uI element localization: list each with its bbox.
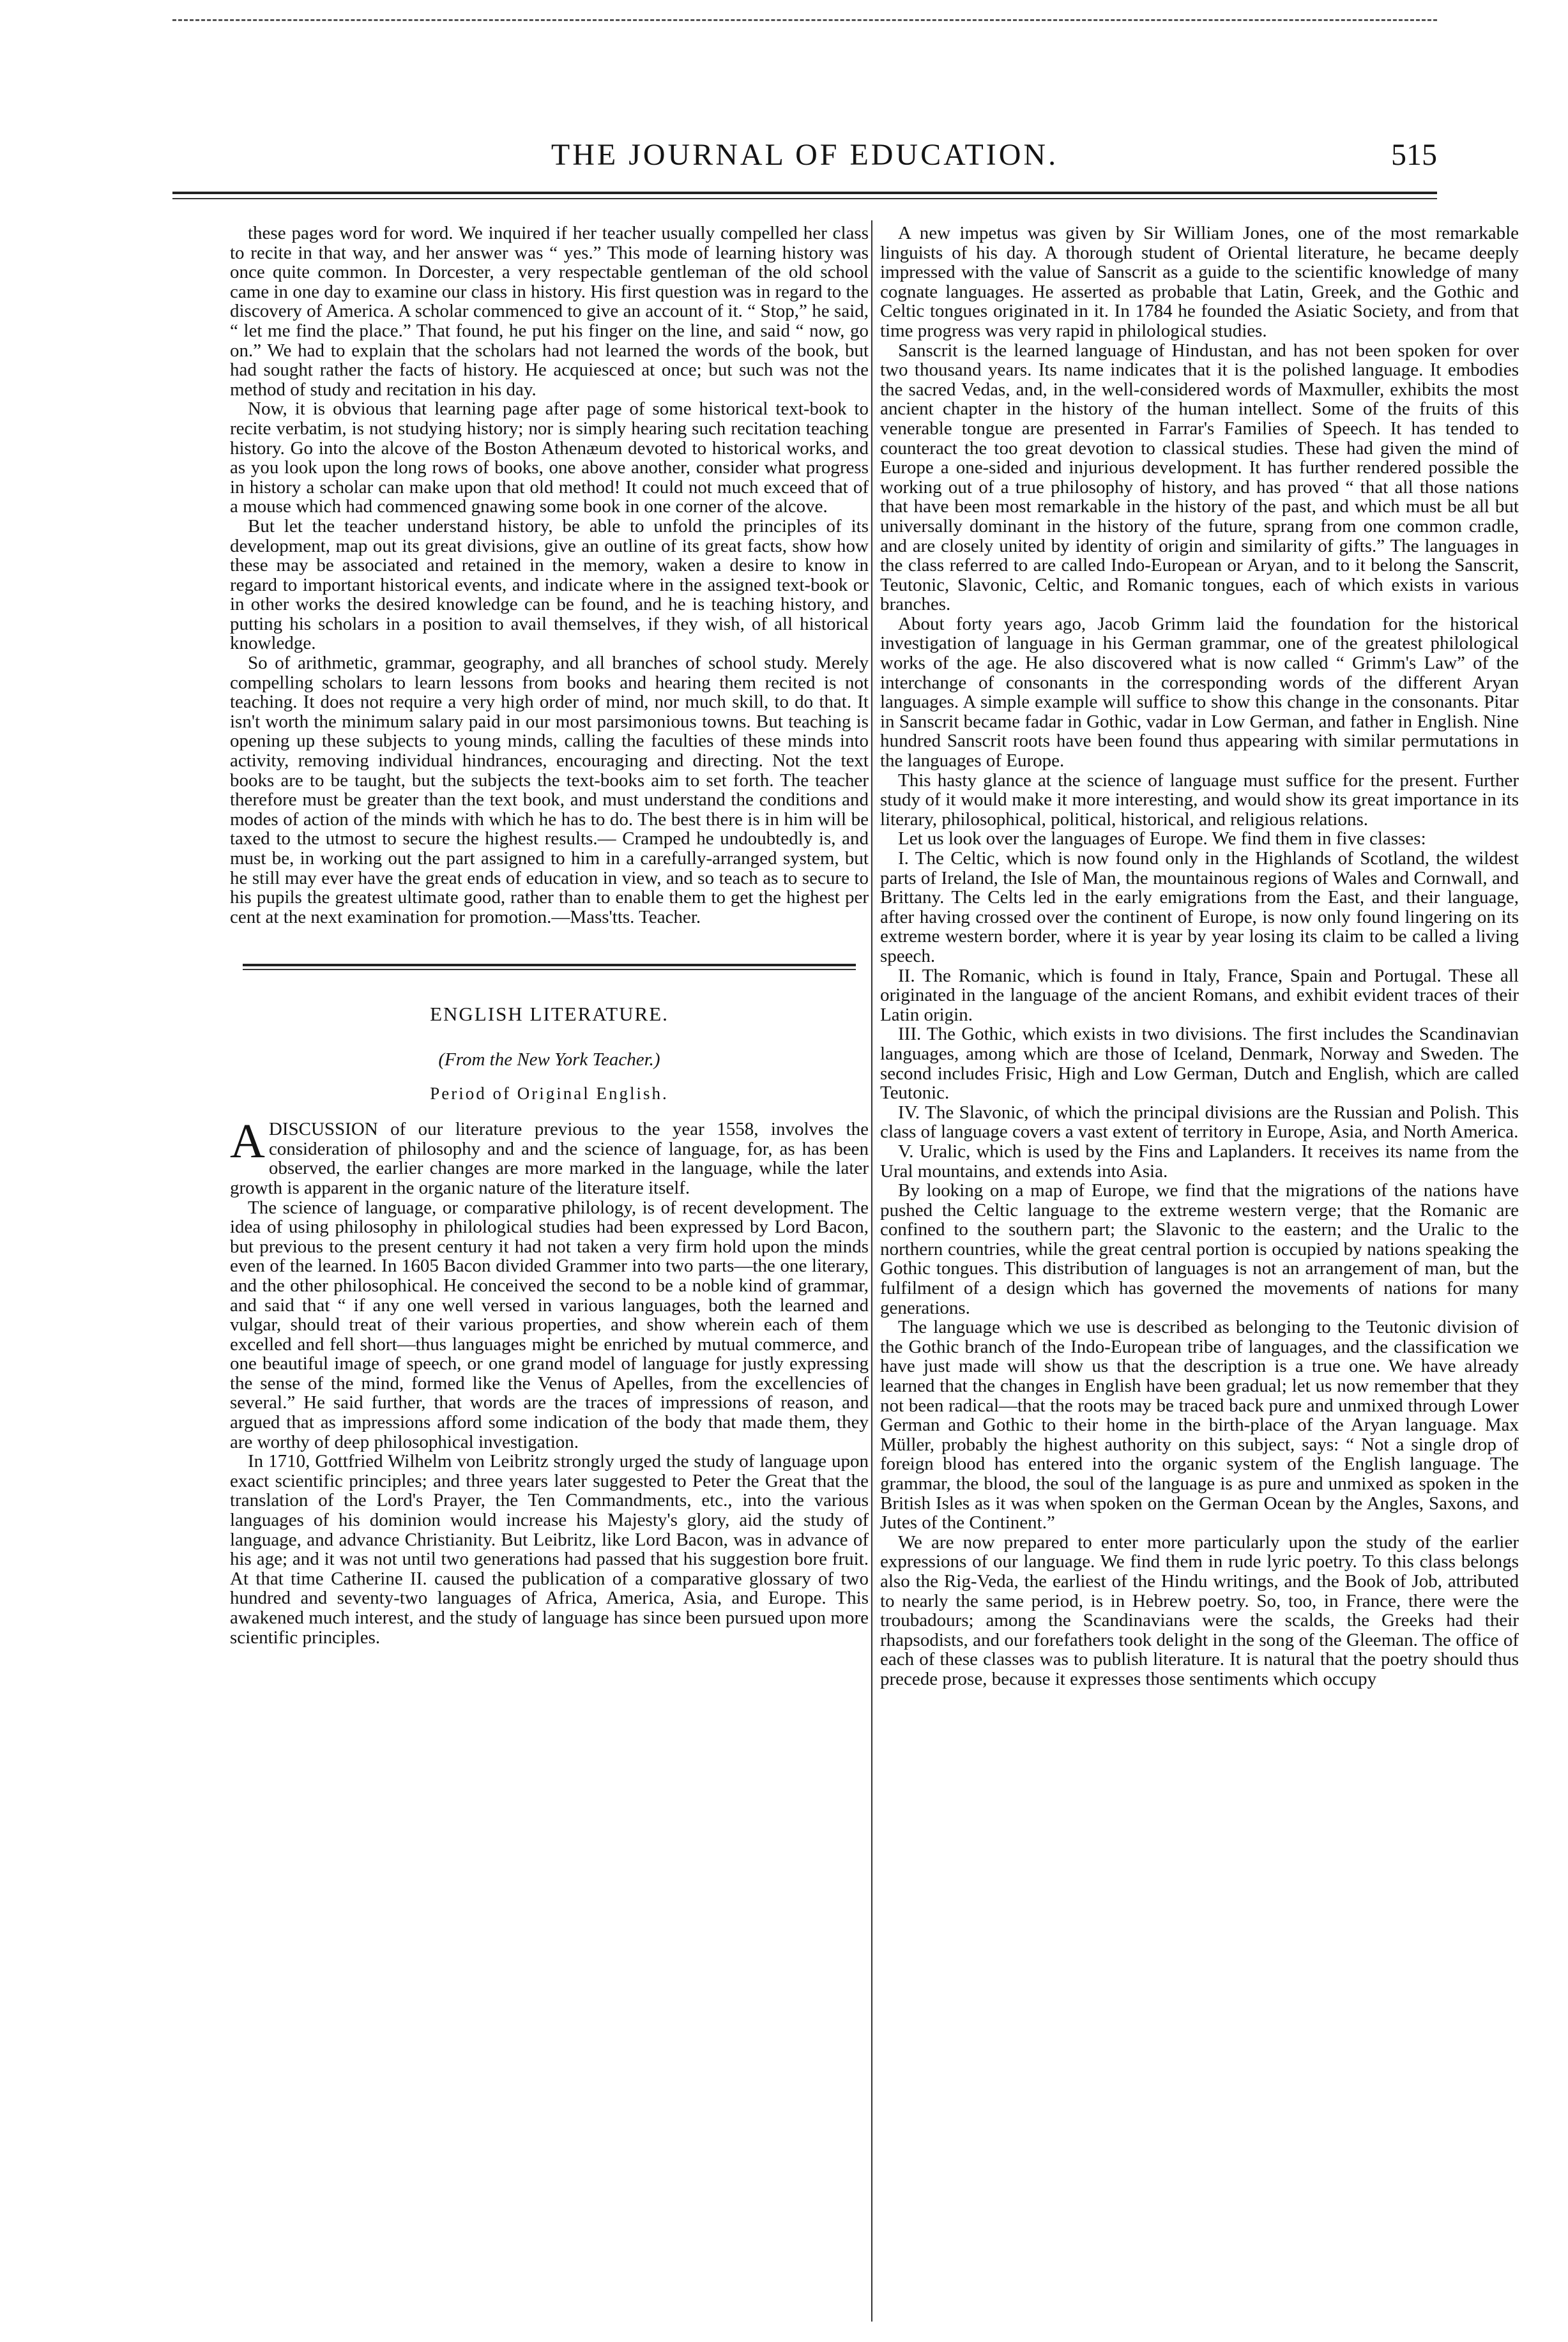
body-paragraph: In 1710, Gottfried Wilhelm von Leibritz strongly urged the study of language upon exact scientific principles; and three years later suggested to Peter the Great that the translation of the Lord's Prayer, the Ten Commandments, etc., into the various languages of his dominion would increase his Majesty's glory, aid the study of language, and advance Christianity. But Leibritz, like Lord Bacon, was in advance of his age; and it was not until two generations had passed that his suggestion bore fruit. At that time Catherine II. caused the publication of a comparative glossary of two hundred and seventy-two languages of Africa, America, Asia, and Europe. This awakened much interest, and the study of language has since been pursued upon more scientific principles. [230, 1451, 869, 1648]
header-rule-thin [172, 198, 1437, 199]
body-paragraph: II. The Romanic, which is found in Italy, France, Spain and Portugal. These all originated in the language of the ancient Romans, and exhibit evident traces of their Latin origin. [880, 965, 1519, 1025]
drop-cap: A [230, 1114, 265, 1169]
page-number: 515 [1391, 138, 1437, 172]
body-paragraph: III. The Gothic, which exists in two divisions. The first includes the Scandinavian languages, among which are those of Iceland, Denmark, Norway and Sweden. The second includes Frisic, High and Low German, Dutch and English, which are called Teutonic. [880, 1024, 1519, 1104]
article-source: (From the New York Teacher.) [438, 1049, 660, 1070]
right-column [880, 224, 1519, 2325]
body-paragraph: I. The Celtic, which is now found only in the Highlands of Scotland, the wildest parts of Ireland, the Isle of Man, the mountainous regions of Wales and Cornwall, and Brittany. The Celts led in the early emigrations from the East, and their language, after having crossed over the continent of Europe, is now only found lingering on its extreme western border, where it is year by year losing its claim to be called a living speech. [880, 848, 1519, 966]
body-paragraph: V. Uralic, which is used by the Fins and Laplanders. It receives its name from the Ural mountains, and extends into Asia. [880, 1141, 1519, 1182]
body-paragraph: A new impetus was given by Sir William Jones, one of the most remarkable linguists of his day. A thorough student of Oriental literature, he became deeply impressed with the value of Sanscrit as a guide to the scientific knowledge of many cognate languages. He asserted as probable that Latin, Greek, and the Gothic and Celtic tongues originated in it. In 1784 he founded the Asiatic Society, and from that time progress was very rapid in philological studies. [880, 223, 1519, 341]
section-separator [243, 964, 856, 966]
section-title: ENGLISH LITERATURE. [430, 1003, 669, 1026]
body-paragraph: This hasty glance at the science of language must suffice for the present. Further study of it would make it more interesting, and would show its great importance in its literary, philosophical, political, historical, and religious relations. [880, 770, 1519, 830]
lead-paragraph-text: DISCUSSION of our literature previous to the year 1558, involves the consideration of philosophy and and the science of language, for, as has been observed, the earlier changes are more marked in the language, while the later growth is apparent in the organic nature of the literature itself. [230, 1119, 869, 1198]
journal-title: THE JOURNAL OF EDUCATION. [551, 138, 1059, 172]
left-column [230, 224, 869, 2325]
column-divider [871, 220, 872, 2322]
body-paragraph: But let the teacher understand history, be able to unfold the principles of its development, map out its great divisions, give an outline of its great facts, show how these may be associated and retained in the memory, waken a desire to know in regard to important historical events, and indicate where in the assigned text-book or in other works the desired knowledge can be found, and he is teaching history, and putting his scholars in a position to avail themselves, if they wish, of all historical knowledge. [230, 515, 869, 654]
body-paragraph: By looking on a map of Europe, we find that the migrations of the nations have pushed the Celtic language to the extreme western verge; that the Romanic are confined to the southern part; the Slavonic to the eastern; and the Uralic to the northern countries, while the great central portion is occupied by nations speaking the Gothic tongues. This distribution of languages is not an arrangement of man, but the fulfilment of a design which has governed the movements of nations for many generations. [880, 1180, 1519, 1318]
page-header [172, 137, 1437, 182]
section-separator-thin [243, 969, 856, 970]
period-heading: Period of Original English. [430, 1083, 669, 1103]
body-paragraph: The science of language, or comparative philology, is of recent development. The idea of using philosophy in philological studies had been expressed by Lord Bacon, but previous to the present century it had not taken a very firm hold upon the minds even of the learned. In 1605 Bacon divided Grammer into two parts—the one literary, and the other philosophical. He conceived the second to be a noble kind of grammar, and said that “ if any one well versed in various languages, both the learned and vulgar, should treat of their various properties, and show wherein each of them excelled and fell short—thus languages might be enriched by mutual commerce, and one beautiful image of speech, or one grand model of language for justly expressing the sense of the mind, formed like the Venus of Apelles, from the excellencies of several.” He said further, that words are the traces of impressions of reason, and argued that as impressions afford some indication of the body that made them, they are worthy of deep philosophical investigation. [230, 1197, 869, 1452]
body-paragraph: We are now prepared to enter more particularly upon the study of the earlier expressions of our language. We find them in rude lyric poetry. To this class belongs also the Rig-Veda, the earliest of the Hindu writings, and the Book of Job, attributed to nearly the same period, is in Hebrew poetry. So, too, in France, there were the troubadours; among the Scandinavians were the scalds, the Greeks had their rhapsodists, and our forefathers took delight in the song of the Gleeman. The office of each of these classes was to publish literature. It is natural that the poetry should thus precede prose, because it expresses those sentiments which occupy [880, 1532, 1519, 1689]
header-rule [172, 192, 1437, 194]
body-paragraph: these pages word for word. We inquired if her teacher usually compelled her class to recite in that way, and her answer was “ yes.” This mode of learning history was once quite common. In Dorcester, a very respectable gentleman of the old school came in one day to examine our class in history. His first question was in regard to the discovery of America. A scholar commenced to give an account of it. “ Stop,” he said, “ let me find the place.” That found, he put his finger on the line, and said “ now, go on.” We had to explain that the scholars had not learned the words of the book, but had sought rather the facts of history. He acquiesced at once; but such was not the method of study and recitation in his day. [230, 223, 869, 400]
body-paragraph: The language which we use is described as belonging to the Teutonic division of the Gothic branch of the Indo-European tribe of languages, and the classification we have just made will show us that the description is a true one. We have already learned that the changes in English have been gradual; let us now remember that they not been radical—that the roots may be traced back pure and unmixed through Lower German and Gothic to their home in the birth-place of the Aryan language. Max Müller, probably the highest authority on this subject, says: “ Not a single drop of foreign blood has entered into the organic system of the English language. The grammar, the blood, the soul of the language is as pure and unmixed as spoken in the British Isles as it was when spoken on the German Ocean by the Angles, Saxons, and Jutes of the Continent.” [880, 1317, 1519, 1533]
body-paragraph: IV. The Slavonic, of which the principal divisions are the Russian and Polish. This class of language covers a vast extent of territory in Europe, Asia, and North America. [880, 1102, 1519, 1143]
body-paragraph: Now, it is obvious that learning page after page of some historical text-book to recite verbatim, is not studying history; nor is simply hearing such recitation teaching history. Go into the alcove of the Boston Athenæum devoted to historical works, and as you look upon the long rows of books, one above another, consider what progress in history a scholar can make upon that old method! It could not much exceed that of a mouse which had commenced gnawing some book in one corner of the alcove. [230, 399, 869, 517]
lead-paragraph [230, 1114, 869, 1198]
body-paragraph: Let us look over the languages of Europe. We find them in five classes: [898, 828, 1426, 849]
top-border [172, 19, 1437, 21]
body-paragraph: So of arithmetic, grammar, geography, and all branches of school study. Merely compelling scholars to learn lessons from books and hearing them recited is not teaching. It does not require a very high order of mind, nor much skill, to do that. It isn't worth the minimum salary paid in our most parsimonious towns. But teaching is opening up these subjects to young minds, calling the faculties of these minds into activity, removing individual hindrances, encouraging and directing. Not the text books are to be taught, but the subjects the text-books aim to set forth. The teacher therefore must be greater than the text book, and must understand the conditions and modes of action of the minds with which he has to do. The best there is in him will be taxed to the utmost to secure the highest results.— Cramped he undoubtedly is, and must be, in working out the part assigned to him in a carefully-arranged system, but he still may ever have the great ends of education in view, and so teach as to secure to his pupils the greatest ultimate good, rather than to enable them to get the highest per cent at the next examination for promotion.—Mass'tts. Teacher. [230, 653, 869, 927]
body-paragraph: About forty years ago, Jacob Grimm laid the foundation for the historical investigation of language in his German grammar, one of the greatest philological works of the age. He also discovered what is now called “ Grimm's Law” of the interchange of consonants in the corresponding words of the different Aryan languages. A simple example will suffice to show this change in the consonants. Pitar in Sanscrit became fadar in Gothic, vadar in Low German, and father in English. Nine hundred Sanscrit roots have been found thus appearing with similar permutations in the languages of Europe. [880, 613, 1519, 772]
body-paragraph: Sanscrit is the learned language of Hindustan, and has not been spoken for over two thousand years. Its name indicates that it is the polished language. It embodies the sacred Vedas, and, in the well-considered words of Maxmuller, exhibits the most ancient chapter in the history of the human intellect. Some of the fruits of this venerable tongue are presented in Farrar's Families of Speech. It has tended to counteract the too great devotion to classical studies. These had given the mind of Europe a one-sided and injurious development. It has further rendered possible the working out of a true philosophy of history, and has proved “ that all those nations that have been most remarkable in the history of the past, and which must be all but universally dominant in the history of the future, sprang from one common cradle, and are closely united by identity of origin and similarity of gifts.” The languages in the class referred to are called Indo-European or Aryan, and to it belong the Sanscrit, Teutonic, Slavonic, Celtic, and Romanic tongues, each of which exists in various branches. [880, 340, 1519, 615]
